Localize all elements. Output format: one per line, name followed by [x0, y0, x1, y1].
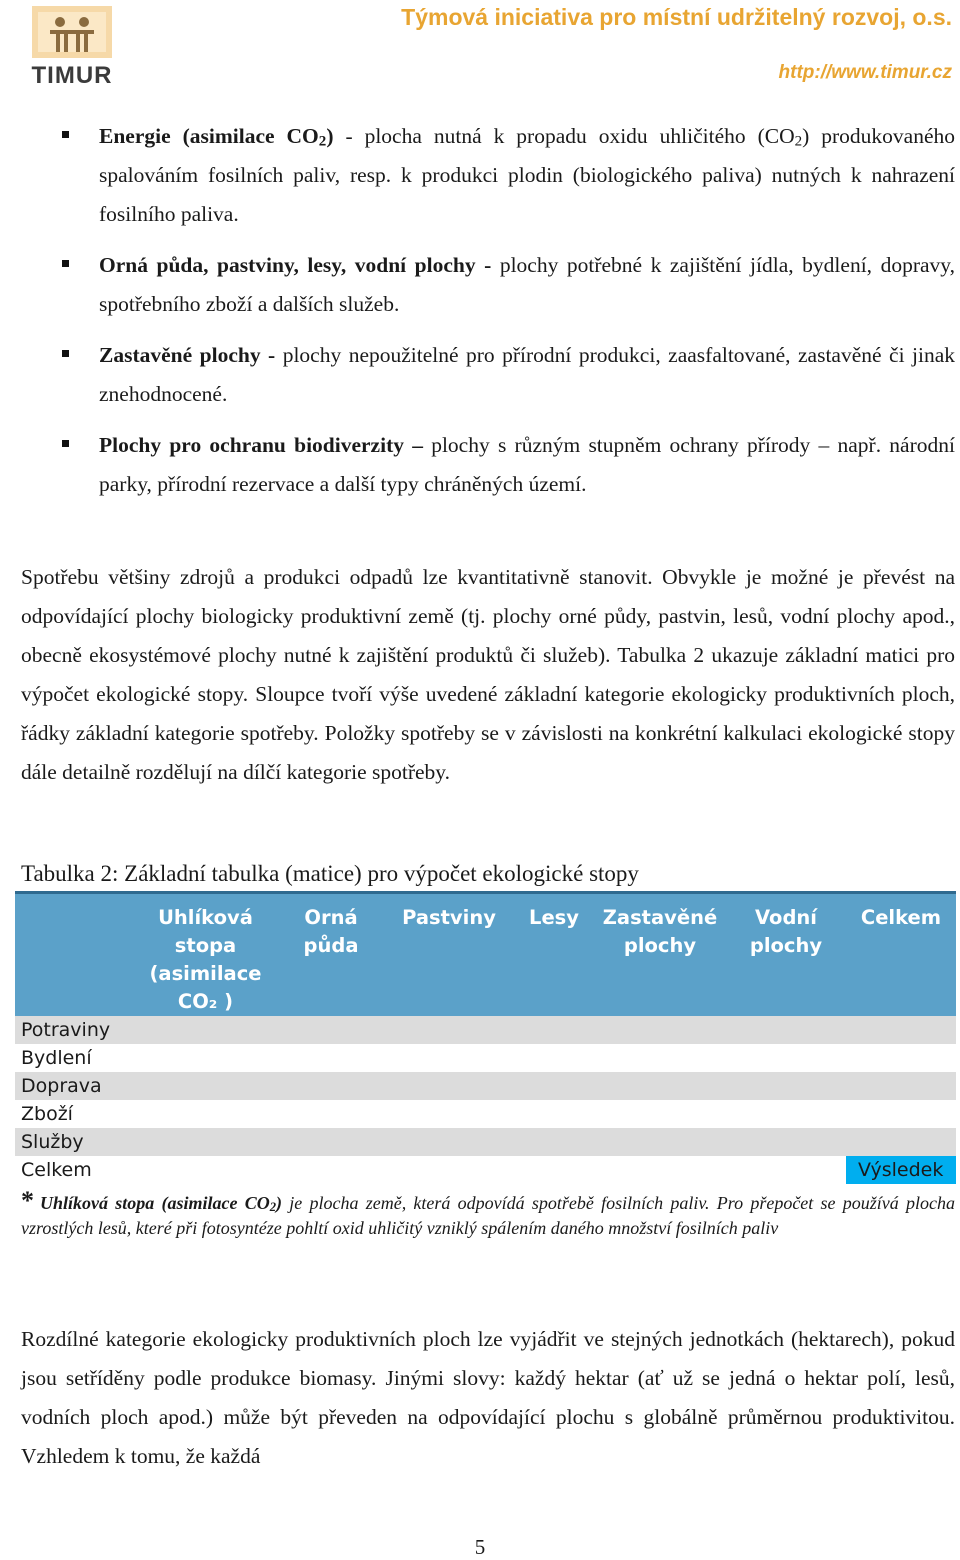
table-row	[15, 1072, 956, 1100]
bullet-heading: Energie (asimilace $CO_2$)	[99, 124, 334, 150]
category-list	[21, 117, 955, 516]
bullet-icon	[62, 131, 69, 138]
table-header-cell	[15, 893, 133, 1017]
body-paragraph: Rozdílné kategorie ekologicky produktivních ploch lze vyjádřit ve stejných jednotkách (hektarech), pokud jsou setříděny podle produkce biomasy. Jinými slovy: každý hektar (ať už se jedná o hektar polí, lesů, vodních ploch apod.) může být převeden na odpovídající plochu s globálně průměrnou produktivitou. Vzhledem k tomu, že každá	[21, 1327, 955, 1468]
row-label: Doprava	[21, 1075, 102, 1097]
bullet-heading: Orná půda, pastviny, lesy, vodní plochy -	[99, 253, 492, 277]
table-header-cell: Uhlíková stopa (asimilace CO₂ )	[149, 906, 262, 1013]
table-header-cell: Zastavěné plochy	[602, 906, 718, 957]
table-header-cell: Pastviny	[402, 906, 496, 929]
bullet-text: plochy s různým stupněm ochrany přírody – např. národní parky, přírodní rezervace a další typy chráněných území.	[99, 433, 955, 496]
bullet-heading: Plochy pro ochranu biodiverzity –	[99, 433, 423, 457]
timur-logo	[28, 2, 116, 92]
bullet-heading: Zastavěné plochy -	[99, 343, 276, 367]
table-row	[15, 1128, 956, 1156]
organization-url[interactable]: http://www.timur.cz	[778, 62, 952, 83]
table-header-row	[15, 893, 956, 1017]
list-item-energy	[21, 117, 955, 234]
page-number: 5	[474, 1535, 486, 1559]
table-header-cell: Vodní plochy	[749, 906, 823, 957]
result-cell: Výsledek	[846, 1156, 956, 1184]
table-caption: Tabulka 2: Základní tabulka (matice) pro výpočet ekologické stopy	[21, 861, 639, 886]
bullet-icon	[62, 350, 69, 357]
organization-name: Týmová iniciativa pro místní udržitelný rozvoj, o.s.	[401, 4, 952, 30]
table-footnote	[21, 1188, 955, 1241]
bullet-icon	[62, 440, 69, 447]
table-header-cell: Celkem	[860, 906, 942, 929]
row-label: Potraviny	[21, 1019, 111, 1041]
table-row-total	[15, 1156, 956, 1184]
row-label: Zboží	[21, 1103, 73, 1125]
list-item-biodiversity	[21, 426, 955, 504]
logo-text: TIMUR	[31, 62, 113, 89]
ecological-footprint-table	[15, 891, 956, 1184]
body-paragraph: Spotřebu většiny zdrojů a produkci odpadů lze kvantitativně stanovit. Obvykle je možné je převést na odpovídající plochy biologicky produktivní země (tj. plochy orné půdy, pastvin, lesů, vodní plochy apod., obecně ekosystémové plochy nutné k zajištění produktů či služeb). Tabulka 2 ukazuje základní matici pro výpočet ekologické stopy. Sloupce tvoří výše uvedené základní kategorie ekologicky produktivních ploch, řádky základní kategorie spotřeby. Položky spotřeby se v závislosti na konkrétní kalkulaci ekologické stopy dále detailně rozdělují na dílčí kategorie spotřeby.	[21, 565, 955, 784]
list-item-built-up	[21, 336, 955, 414]
bullet-icon	[62, 260, 69, 267]
table-header-cell: Lesy	[529, 906, 579, 929]
footnote-term: Uhlíková stopa (asimilace $CO_2$)	[40, 1193, 283, 1214]
row-label: Bydlení	[21, 1047, 92, 1069]
table-row	[15, 1016, 956, 1044]
bullet-text: - plocha nutná k propadu oxidu uhličitého $(CO_2)$ produkovaného spalováním fosilních paliv, resp. k produkci plodin (biologického paliva) nutných k nahrazení fosilního paliva.	[99, 124, 956, 226]
logo-figures-icon	[28, 2, 116, 62]
footnote-asterisk: *	[21, 1186, 34, 1215]
table-row	[15, 1044, 956, 1072]
row-label: Celkem	[21, 1159, 92, 1181]
table-row	[15, 1100, 956, 1128]
bullet-text: plochy potřebné k zajištění jídla, bydlení, dopravy, spotřebního zboží a dalších služeb.	[99, 253, 955, 316]
list-item-land	[21, 246, 955, 324]
bullet-text: plochy nepoužitelné pro přírodní produkci, zaasfaltované, zastavěné či jinak znehodnocené.	[99, 343, 956, 406]
row-label: Služby	[21, 1131, 84, 1153]
footnote-text: je plocha země, která odpovídá spotřebě fosilních paliv. Pro přepočet se používá plocha vzrostlých lesů, které při fotosyntéze pohltí oxid uhličitý vzniklý spálením daného množství fosilních paliv	[21, 1193, 955, 1238]
table-header-cell: Orná půda	[303, 906, 359, 957]
